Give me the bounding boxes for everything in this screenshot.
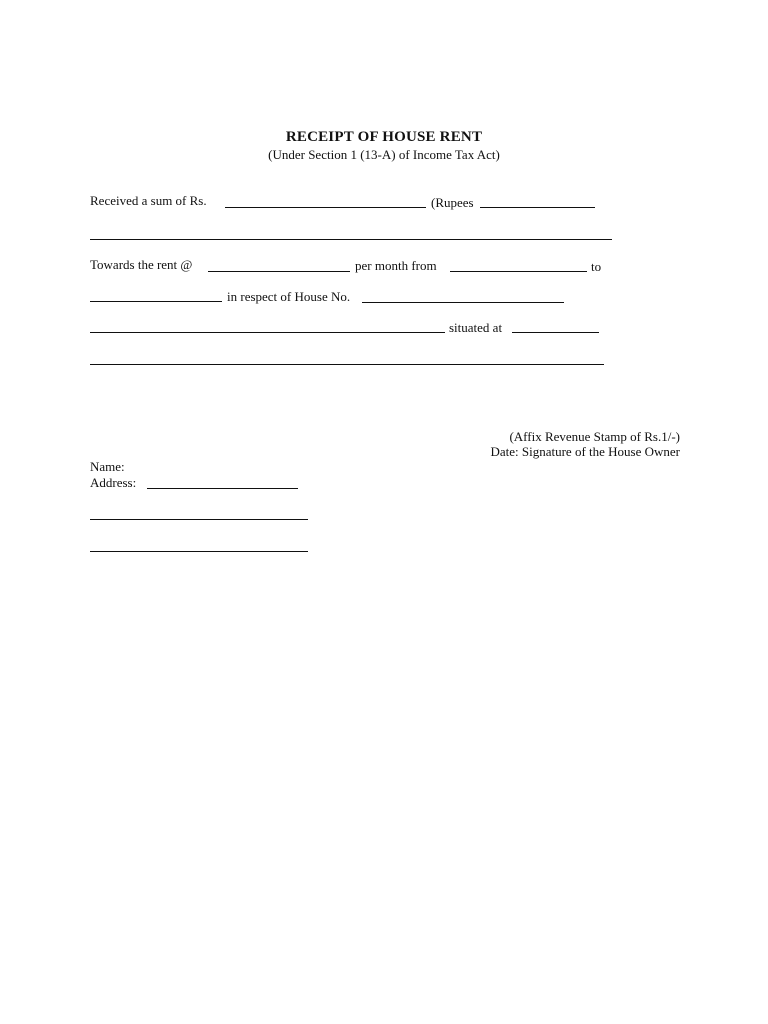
- situated-at-label: situated at: [449, 320, 503, 335]
- rupees-words-continuation-blank[interactable]: [90, 239, 612, 240]
- date-signature-label: Date: Signature of the House Owner: [490, 444, 680, 459]
- name-label: Name:: [90, 459, 125, 474]
- towards-rent-label: Towards the rent @: [90, 257, 193, 272]
- address-blank-2[interactable]: [90, 519, 308, 520]
- revenue-stamp-note: (Affix Revenue Stamp of Rs.1/-): [509, 429, 680, 444]
- from-date-blank[interactable]: [450, 271, 587, 272]
- document-subtitle: (Under Section 1 (13-A) of Income Tax Act): [268, 147, 500, 162]
- address-blank-3[interactable]: [90, 551, 308, 552]
- document-title: RECEIPT OF HOUSE RENT: [285, 129, 483, 145]
- per-month-from-label: per month from: [355, 258, 437, 273]
- to-date-blank[interactable]: [90, 301, 222, 302]
- address-blank-1[interactable]: [147, 488, 298, 489]
- location-continuation-blank[interactable]: [90, 364, 604, 365]
- situated-at-blank[interactable]: [512, 332, 599, 333]
- rent-rate-blank[interactable]: [208, 271, 350, 272]
- received-sum-label: Received a sum of Rs.: [90, 193, 207, 208]
- to-label: to: [591, 259, 602, 274]
- rupees-label: (Rupees: [431, 195, 474, 210]
- address-label: Address:: [90, 475, 137, 490]
- house-no-label: in respect of House No.: [227, 289, 351, 304]
- amount-rs-blank[interactable]: [225, 207, 426, 208]
- rupees-words-blank[interactable]: [480, 207, 595, 208]
- house-no-blank[interactable]: [362, 302, 564, 303]
- address-line-blank[interactable]: [90, 332, 445, 333]
